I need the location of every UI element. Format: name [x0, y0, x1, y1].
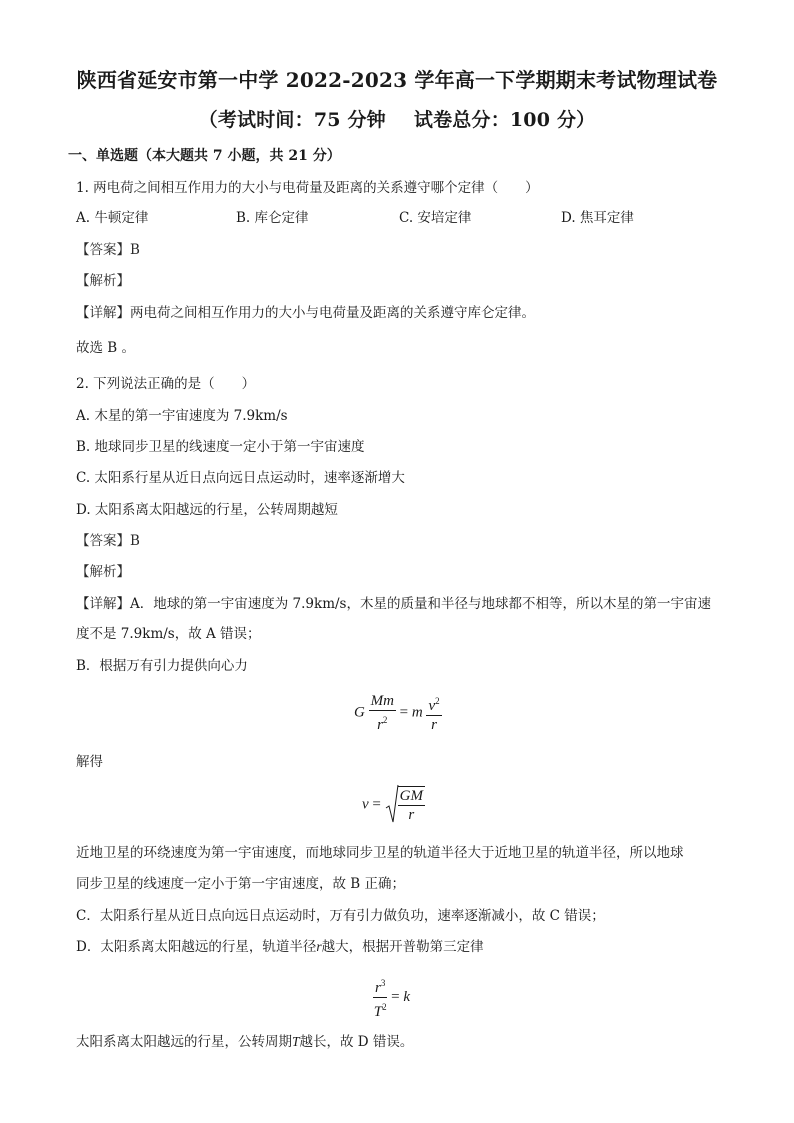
sqrt-icon: [385, 784, 399, 826]
answer-value: B: [130, 533, 140, 549]
answer-value: B: [130, 242, 140, 258]
q2-option-d: D. 太阳系离太阳越远的行星，公转周期越短: [76, 502, 338, 518]
q1-analysis-tag: 【解析】: [76, 273, 130, 289]
answer-tag: 【答案】: [76, 533, 130, 549]
formula-gravitation: G $\frac{Mm}{r^2}$ = m $\frac{v^2}{r}$: [354, 693, 440, 733]
formula-velocity: v = $\frac{GM}{r}$: [362, 784, 425, 826]
q2-b-text2: 同步卫星的线速度一定小于第一宇宙速度，故 B 正确；: [76, 876, 406, 892]
q2-detail-line2: 度不是 7.9km/s，故 A 错误；: [76, 626, 261, 642]
detail-tag: 【详解】: [76, 596, 130, 612]
exam-info: [0, 105, 794, 132]
q2-analysis-tag: 【解析】: [76, 564, 130, 580]
q1-conclusion: 故选 B 。: [76, 340, 136, 356]
exam-time: （考试时间：75 分钟: [198, 109, 386, 131]
q2-answer: [76, 531, 724, 551]
q2-b-intro: B．根据万有引力提供向心力: [76, 658, 248, 674]
detail-tag: 【详解】: [76, 305, 130, 321]
q2-detail-line1: [76, 594, 724, 614]
section-heading: 一、单选题（本大题共 7 小题，共 21 分）: [68, 148, 341, 164]
detail-text: A．地球的第一宇宙速度为 7.9km/s，木星的质量和半径与地球都不相等，所以木星的第一宇宙速: [130, 596, 711, 612]
q2-option-b: B. 地球同步卫星的线速度一定小于第一宇宙速度: [76, 439, 365, 455]
q2-option-a: A. 木星的第一宇宙速度为 7.9km/s: [76, 408, 288, 424]
total-score: 试卷总分：100 分）: [413, 109, 596, 131]
detail-text: 两电荷之间相互作用力的大小与电荷量及距离的关系遵守库仑定律。: [130, 305, 535, 321]
q2-d-text: D．太阳系离太阳越远的行星，轨道半径r越大，根据开普勒第三定律: [76, 939, 484, 955]
q1-option-c: C. 安培定律: [399, 210, 472, 226]
q1-detail: [76, 303, 724, 323]
q2-b-text1: 近地卫星的环绕速度为第一宇宙速度，而地球同步卫星的轨道半径大于近地卫星的轨道半径，所以地球: [76, 845, 684, 861]
q1-option-a: A. 牛顿定律: [76, 210, 149, 226]
q2-option-c: C. 太阳系行星从近日点向远日点运动时，速率逐渐增大: [76, 470, 405, 486]
q2-solve: 解得: [76, 754, 103, 770]
q2-c-text: C．太阳系行星从近日点向远日点运动时，万有引力做负功，速率逐渐减小，故 C 错误；: [76, 908, 605, 924]
formula-kepler: $\frac{r^3}{T^2}$ = k: [373, 974, 410, 1021]
q1-stem: 1. 两电荷之间相互作用力的大小与电荷量及距离的关系遵守哪个定律（ ）: [76, 180, 539, 196]
q2-stem: 2. 下列说法正确的是（ ）: [76, 376, 256, 392]
answer-tag: 【答案】: [76, 242, 130, 258]
document-title: 陕西省延安市第一中学 2022-2023 学年高一下学期期末考试物理试卷: [76, 68, 718, 92]
q1-option-b: B. 库仑定律: [236, 210, 309, 226]
q1-answer: [76, 240, 724, 260]
q2-conclusion: 太阳系离太阳越远的行星，公转周期T越长，故 D 错误。: [76, 1034, 414, 1050]
q1-option-d: D. 焦耳定律: [561, 210, 634, 226]
